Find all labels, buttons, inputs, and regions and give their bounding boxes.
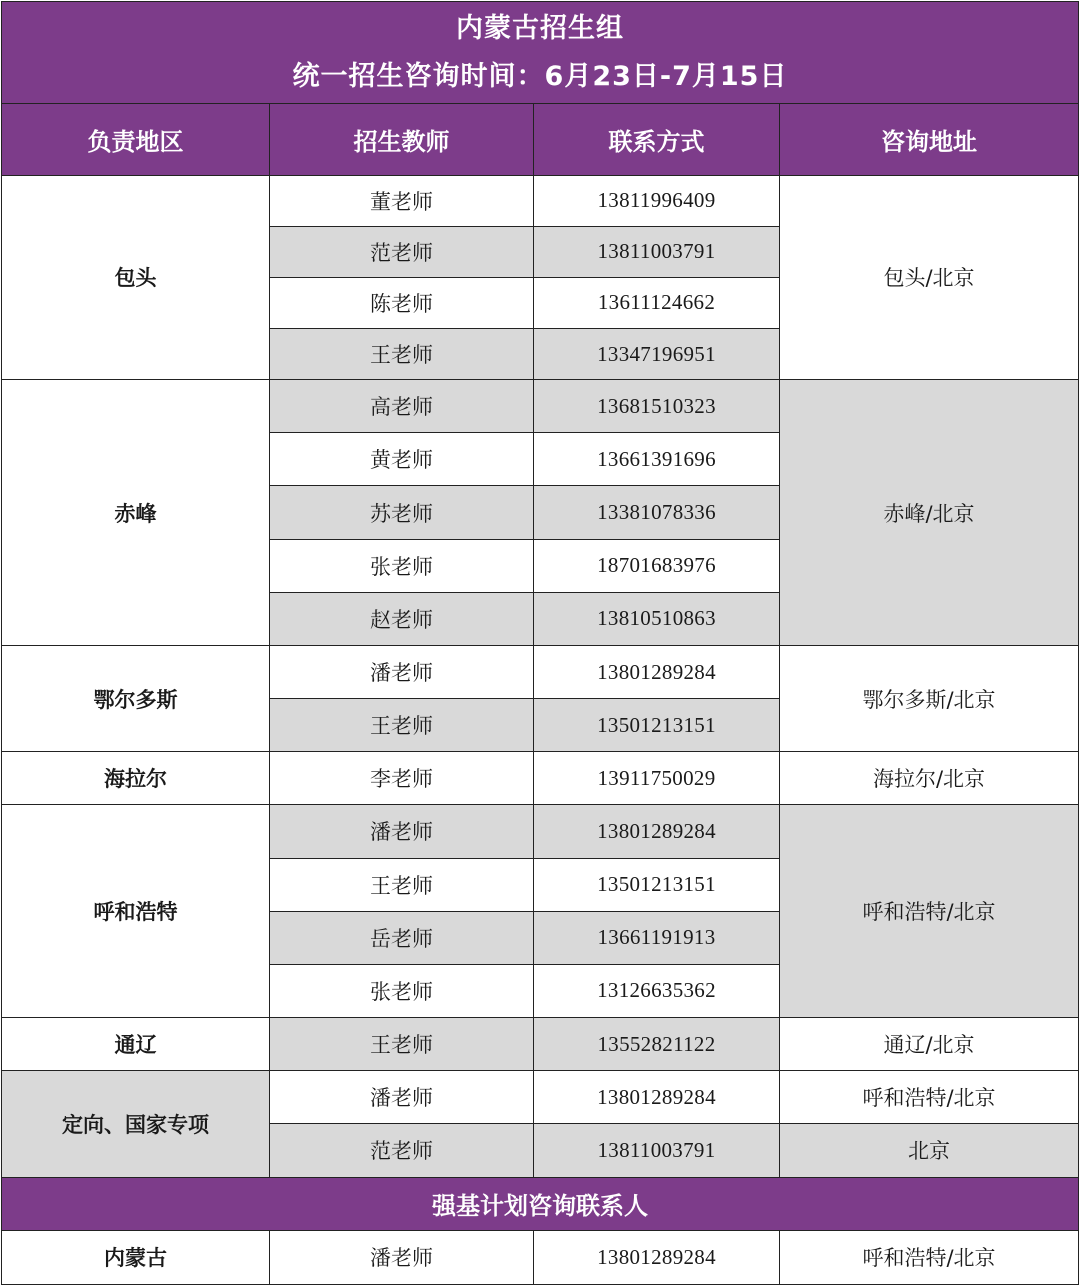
teacher-cell: 高老师 xyxy=(270,380,534,433)
teacher-cell: 潘老师 xyxy=(270,1230,534,1284)
teacher-cell: 潘老师 xyxy=(270,1071,534,1124)
title-group-name: 内蒙古招生组 xyxy=(456,12,624,44)
address-cell: 呼和浩特/北京 xyxy=(780,1230,1079,1284)
phone-cell: 13347196951 xyxy=(534,329,780,380)
teacher-cell: 王老师 xyxy=(270,699,534,752)
title-consultation-period: 统一招生咨询时间：6月23日-7月15日 xyxy=(292,60,788,92)
region-cell: 呼和浩特 xyxy=(2,805,270,1018)
phone-cell: 18701683976 xyxy=(534,539,780,592)
table-row xyxy=(2,805,1079,858)
phone-cell: 13811003791 xyxy=(534,226,780,277)
teacher-cell: 岳老师 xyxy=(270,911,534,964)
phone-cell: 13501213151 xyxy=(534,699,780,752)
address-cell: 呼和浩特/北京 xyxy=(780,1071,1079,1124)
table-row xyxy=(2,1018,1079,1071)
address-cell: 通辽/北京 xyxy=(780,1018,1079,1071)
column-header-region: 负责地区 xyxy=(2,104,270,175)
table-row xyxy=(2,645,1079,698)
phone-cell: 13801289284 xyxy=(534,1230,780,1284)
region-cell: 海拉尔 xyxy=(2,752,270,805)
table-row xyxy=(2,1071,1079,1124)
teacher-cell: 李老师 xyxy=(270,752,534,805)
phone-cell: 13611124662 xyxy=(534,277,780,328)
phone-cell: 13681510323 xyxy=(534,380,780,433)
teacher-cell: 苏老师 xyxy=(270,486,534,539)
region-cell: 赤峰 xyxy=(2,380,270,646)
phone-cell: 13552821122 xyxy=(534,1018,780,1071)
teacher-cell: 陈老师 xyxy=(270,277,534,328)
teacher-cell: 董老师 xyxy=(270,175,534,226)
teacher-cell: 王老师 xyxy=(270,329,534,380)
phone-cell: 13381078336 xyxy=(534,486,780,539)
table-row xyxy=(2,1230,1079,1284)
phone-cell: 13801289284 xyxy=(534,1071,780,1124)
table-title xyxy=(2,2,1079,104)
phone-cell: 13501213151 xyxy=(534,858,780,911)
phone-cell: 13811996409 xyxy=(534,175,780,226)
region-cell: 定向、国家专项 xyxy=(2,1071,270,1177)
phone-cell: 13810510863 xyxy=(534,592,780,645)
phone-cell: 13801289284 xyxy=(534,645,780,698)
address-cell: 赤峰/北京 xyxy=(780,380,1079,646)
address-cell: 北京 xyxy=(780,1124,1079,1177)
phone-cell: 13801289284 xyxy=(534,805,780,858)
table-row xyxy=(2,380,1079,433)
region-cell: 包头 xyxy=(2,175,270,380)
phone-cell: 13126635362 xyxy=(534,964,780,1017)
teacher-cell: 王老师 xyxy=(270,858,534,911)
address-cell: 鄂尔多斯/北京 xyxy=(780,645,1079,751)
teacher-cell: 潘老师 xyxy=(270,805,534,858)
region-cell: 通辽 xyxy=(2,1018,270,1071)
table-row xyxy=(2,175,1079,226)
address-cell: 包头/北京 xyxy=(780,175,1079,380)
column-header-contact: 联系方式 xyxy=(534,104,780,175)
region-cell: 内蒙古 xyxy=(2,1230,270,1284)
teacher-cell: 范老师 xyxy=(270,1124,534,1177)
column-header-address: 咨询地址 xyxy=(780,104,1079,175)
phone-cell: 13661191913 xyxy=(534,911,780,964)
teacher-cell: 张老师 xyxy=(270,964,534,1017)
teacher-cell: 黄老师 xyxy=(270,433,534,486)
phone-cell: 13811003791 xyxy=(534,1124,780,1177)
teacher-cell: 张老师 xyxy=(270,539,534,592)
teacher-cell: 王老师 xyxy=(270,1018,534,1071)
region-cell: 鄂尔多斯 xyxy=(2,645,270,751)
phone-cell: 13911750029 xyxy=(534,752,780,805)
teacher-cell: 范老师 xyxy=(270,226,534,277)
teacher-cell: 潘老师 xyxy=(270,645,534,698)
admissions-contact-table xyxy=(1,1,1079,1285)
address-cell: 海拉尔/北京 xyxy=(780,752,1079,805)
column-header-teacher: 招生教师 xyxy=(270,104,534,175)
qiangji-section-header: 强基计划咨询联系人 xyxy=(2,1177,1079,1230)
table-row xyxy=(2,752,1079,805)
teacher-cell: 赵老师 xyxy=(270,592,534,645)
phone-cell: 13661391696 xyxy=(534,433,780,486)
address-cell: 呼和浩特/北京 xyxy=(780,805,1079,1018)
